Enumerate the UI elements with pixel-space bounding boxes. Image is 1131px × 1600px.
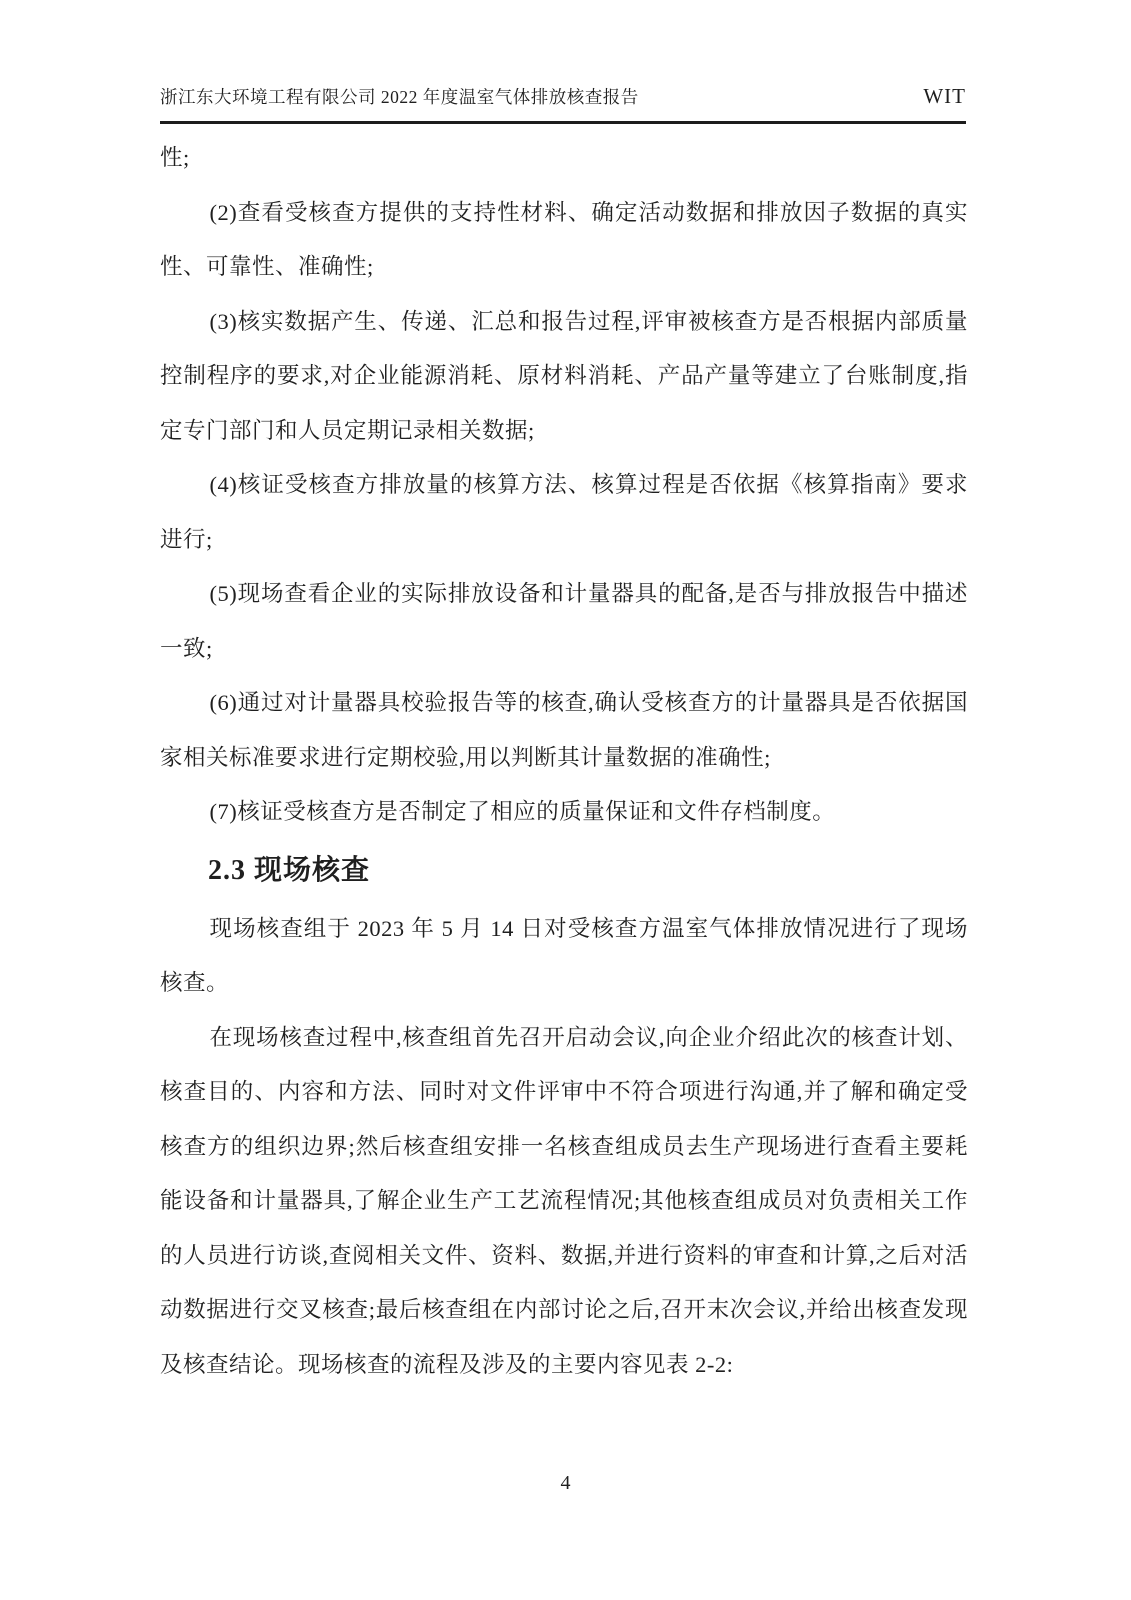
list-item-3: (3)核实数据产生、传递、汇总和报告过程,评审被核查方是否根据内部质量控制程序的要求,对企业能源消耗、原材料消耗、产品产量等建立了台账制度,指定专门部门和人员定期记录相关数据; xyxy=(160,308,968,443)
section-heading: 2.3 现场核查 xyxy=(208,854,371,886)
list-item-2: (2)查看受核查方提供的支持性材料、确定活动数据和排放因子数据的真实性、可靠性、准确性; xyxy=(160,199,968,279)
paragraph: 在现场核查过程中,核查组首先召开启动会议,向企业介绍此次的核查计划、核查目的、内容和方法、同时对文件评审中不符合项进行沟通,并了解和确定受核查方的组织边界;然后核查组安排一名核查组成员去生产现场进行查看主要耗能设备和计量器具,了解企业生产工艺流程情况;其他核查组成员对负责相关工作的人员进行访谈,查阅相关文件、资料、数据,并进行资料的审查和计算,之后对活动数据进行交叉核查;最后核查组在内部讨论之后,召开末次会议,并给出核查发现及核查结论。现场核查的流程及涉及的主要内容见表 2-2: xyxy=(160,1024,968,1377)
list-item-5: (5)现场查看企业的实际排放设备和计量器具的配备,是否与排放报告中描述一致; xyxy=(160,581,968,661)
list-item-6: (6)通过对计量器具校验报告等的核查,确认受核查方的计量器具是否依据国家相关标准要求进行定期校验,用以判断其计量数据的准确性; xyxy=(160,690,968,770)
paragraph-continuation: 性; xyxy=(160,145,190,170)
page-header xyxy=(160,84,966,124)
paragraph: 现场核查组于 2023 年 5 月 14 日对受核查方温室气体排放情况进行了现场核查。 xyxy=(160,915,968,995)
list-item-4: (4)核证受核查方排放量的核算方法、核算过程是否依据《核算指南》要求进行; xyxy=(160,472,968,552)
page-footer xyxy=(0,1472,1131,1495)
page-number: 4 xyxy=(560,1472,571,1494)
list-item-7: (7)核证受核查方是否制定了相应的质量保证和文件存档制度。 xyxy=(209,799,836,824)
header-logo: WIT xyxy=(923,84,966,108)
header-title: 浙江东大环境工程有限公司 2022 年度温室气体排放核查报告 xyxy=(160,87,639,107)
document-body xyxy=(160,131,968,1392)
